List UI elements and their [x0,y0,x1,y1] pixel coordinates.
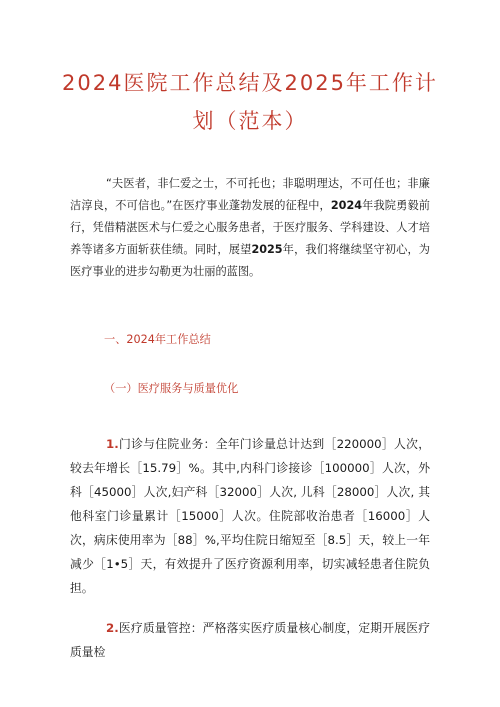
item-2-text: 医疗质量管控：严格落实医疗质量核心制度，定期开展医疗质量检 [70,621,430,659]
intro-paragraph [70,173,430,283]
item-1-label: 1. [106,437,119,451]
document-title-line-2: 划（范本） [192,109,308,133]
intro-year-2025: 2025 [251,243,283,256]
item-2-label: 2. [106,621,119,635]
item-outpatient-inpatient [70,432,430,600]
document-title-line-1: 2024医院工作总结及2025年工作计 [62,71,438,95]
intro-text-1: “夫医者，非仁爱之士，不可托也；非聪明理达，不可任也；非廉洁淳良，不可信也。”在医疗事业蓬勃发展的征程中， [70,177,430,212]
intro-text-3: 年，我们将继续坚守初心，为医疗事业的进步勾勒更为壮丽的蓝图。 [70,243,430,278]
intro-text-2: 年我院勇毅前行，凭借精湛医术与仁爱之心服务患者，于医疗服务、学科建设、人才培养等诸多方面斩获佳绩。同时，展望 [70,199,430,256]
intro-year-2024: 2024 [330,199,363,212]
section-heading-summary: 一、2024年工作总结 [104,333,211,346]
subsection-heading-medical-service: （一）医疗服务与质量优化 [104,382,239,395]
item-quality-control [70,616,430,664]
item-1-text: 门诊与住院业务：全年门诊量总计达到［220000］人次，较去年增长［15.79］%。其中,内科门诊接诊［100000］人次，外科［45000］人次,妇产科［32000］人次, 儿科［28000］人次, 其他科室门诊量累计［15000］人次。住院部收治患者［16000］人次，病床使用率为［88］%,平均住院日缩短至［8.5］天，较上一年减少［1•5］天，有效提升了医疗资源利用率，切实减轻患者住院负担。 [70,437,430,595]
